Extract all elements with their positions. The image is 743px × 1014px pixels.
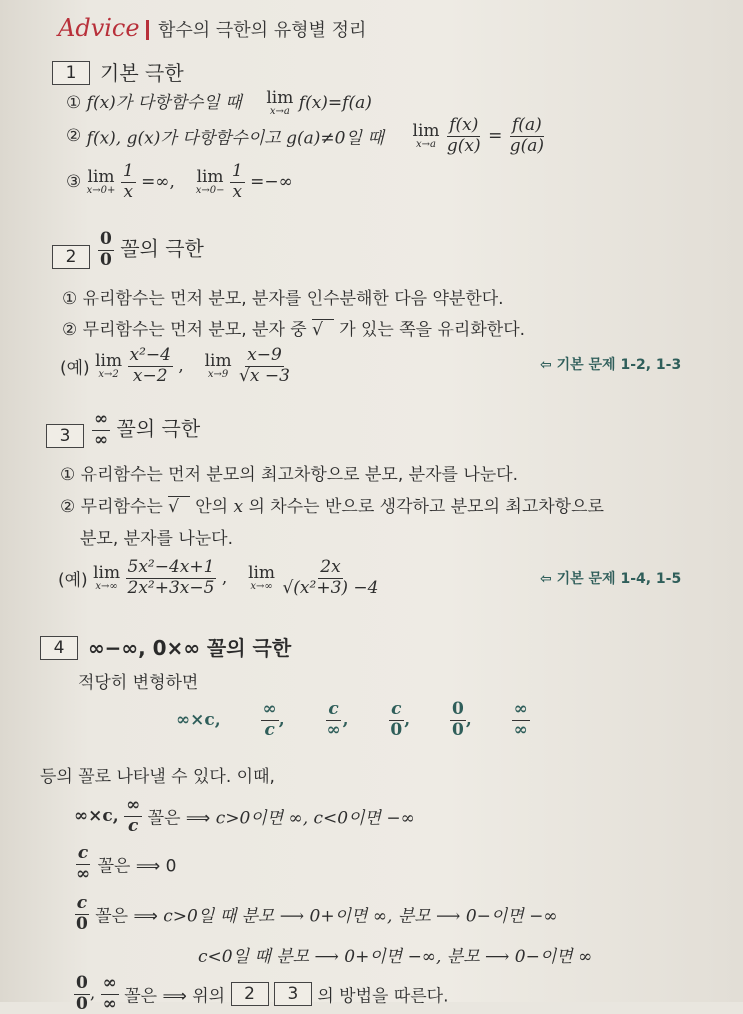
s2-item-2: ② 무리함수는 먼저 분모, 분자 중 √ 가 있는 쪽을 유리화한다. <box>62 320 526 340</box>
s2-example: (예) lim x→2 $\frac{\text{x²−4}}{x-2}$ , lim x→9 $\frac{x-9}{√x -3}$ <box>60 345 290 386</box>
s4-rule-1: ∞×c, $\frac{\infty}{c}$ 꼴은 ⟹ c>0이면 ∞, c<0이면 −∞ <box>74 795 415 836</box>
s3-item-1: ① 유리함수는 먼저 분모의 최고차항으로 분모, 분자를 나눈다. <box>60 465 519 485</box>
s2-reference: ⇦ 기본 문제 1-2, 1-3 <box>540 357 682 373</box>
s2-item-1: ① 유리함수는 먼저 분모, 분자를 인수분해한 다음 약분한다. <box>62 289 504 309</box>
header-divider <box>146 20 149 40</box>
header-title: 함수의 극한의 유형별 정리 <box>158 20 367 41</box>
s4-rule-4: c<0일 때 분모 ⟶ 0+이면 −∞, 분모 ⟶ 0−이면 ∞ <box>198 947 593 967</box>
section-title-3: $\frac{\infty}{\infty}$ 꼴의 극한 <box>94 409 201 450</box>
form-c-over-0: $\frac{c}{0}$ <box>390 699 403 740</box>
section-title-2: $\frac{0}{0}$ 꼴의 극한 <box>100 229 204 270</box>
form-inf-times-c: ∞×c, <box>176 710 221 731</box>
s4-rule-2: $\frac{c}{\infty}$ 꼴은 ⟹ 0 <box>76 843 177 884</box>
form-0-over-0: $\frac{0}{0}$ <box>452 699 464 740</box>
form-c-over-inf: $\frac{c}{\infty}$ <box>326 699 341 740</box>
s1-item-2: ② f(x), g(x)가 다항함수이고 g(a)≠0일 때 lim x→a $\frac{f(x)}{g(x)}$ = $\frac{f(a)}{g(a)}$ <box>66 115 545 156</box>
s4-intro: 적당히 변형하면 <box>78 673 199 693</box>
section-number-1: 1 <box>52 61 90 85</box>
s3-item-2: ② 무리함수는 √ 안의 x 의 차수는 반으로 생각하고 분모의 최고차항으로 <box>60 497 604 517</box>
form-inf-over-c: $\frac{\infty}{c}$ <box>262 699 277 740</box>
advice-logo: Advice <box>58 14 140 42</box>
s4-rule-3: $\frac{c}{0}$ 꼴은 ⟹ c>0일 때 분모 ⟶ 0+이면 ∞, 분모 ⟶ 0−이면 −∞ <box>76 893 558 934</box>
s4-then: 등의 꼴로 나타낼 수 있다. 이때, <box>40 767 275 787</box>
section-title-1: 기본 극한 <box>100 61 184 85</box>
form-inf-over-inf: $\frac{\infty}{\infty}$ <box>513 699 528 740</box>
section-number-2: 2 <box>52 245 90 269</box>
s4-rule-5: $\frac{0}{0}$ , $\frac{\infty}{\infty}$ 꼴은 ⟹ 위의 2 3 의 방법을 따른다. <box>76 973 449 1014</box>
s3-reference: ⇦ 기본 문제 1-4, 1-5 <box>540 571 682 587</box>
s3-item-2-cont: 분모, 분자를 나눈다. <box>80 529 233 549</box>
section-number-3: 3 <box>46 424 84 448</box>
section-number-4: 4 <box>40 636 78 660</box>
section-title-4: ∞−∞, 0×∞ 꼴의 극한 <box>88 636 292 660</box>
s3-example: (예) lim x→∞ $\frac{\text{5x²−4x+1}}{\text{2x²+3x−5}}$ , lim x→∞ $\frac{2x}{\text{√(x²+3) −4}}$ <box>58 557 379 598</box>
s1-item-3: ③ lim x→0+ $\frac{1}{x}$ =∞, lim x→0− $\frac{1}{x}$ =−∞ <box>66 161 293 202</box>
s1-item-1: ① f(x)가 다항함수일 때 lim x→a f(x)=f(a) <box>66 88 372 117</box>
s4-forms: ∞×c, $\frac{\infty}{c}$ , $\frac{c}{\infty}$ , $\frac{c}{0}$ , $\frac{0}{0}$ , $\frac{\infty}{\infty}$ <box>176 699 528 740</box>
